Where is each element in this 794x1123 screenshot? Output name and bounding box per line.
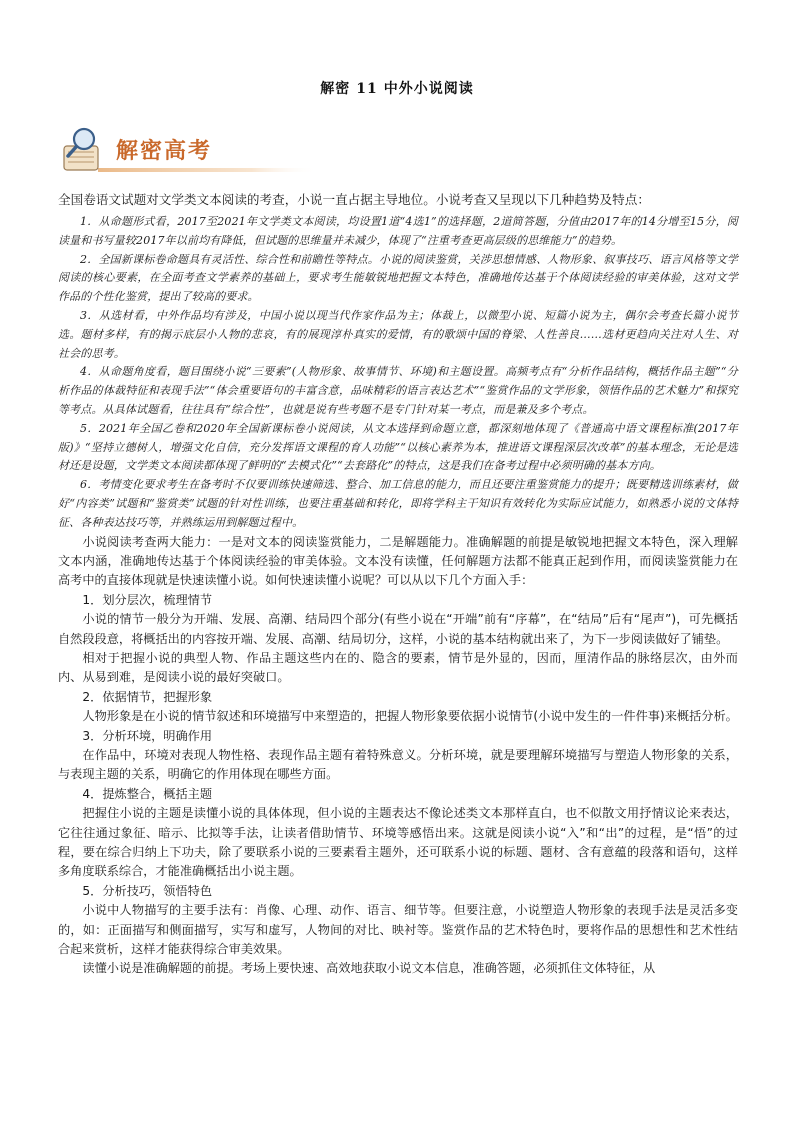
section-paragraph: 人物形象是在小说的情节叙述和环境描写中来塑造的，把握人物形象要依据小说情节(小说中发生的一件件事)来概括分析。 — [82, 709, 738, 724]
section-paragraph: 相对于把握小说的典型人物、作品主题这些内在的、隐含的要素，情节是外显的，因而，厘清作品的脉络层次，由外而内、从易到难，是阅读小说的最好突破口。 — [58, 650, 738, 685]
trend-item: 4．从命题角度看，题目围绕小说“三要素”(人物形象、故事情节、环境)和主题设置。高频考点有“分析作品结构，概括作品主题”“分析作品的体裁特征和表现手法”“体会重要语句的丰富含意，品味精彩的语言表达艺术”“鉴赏作品的文学形象，领悟作品的艺术魅力”和探究等考点。从具体试题看，往往具有“综合性”，也就是说有些考题不是专门针对某一考点，而是兼及多个考点。 — [58, 365, 738, 416]
page-title — [0, 78, 794, 98]
trend-item: 6．考情变化要求考生在备考时不仅要训练快速筛选、整合、加工信息的能力，而且还要注重鉴赏能力的提升；既要精选训练素材，做好“内容类”试题和“鉴赏类”试题的针对性训练，也要注重基础和转化，即将学科主干知识有效转化为实际应试能力，如熟悉小说的文体特征、各种表达技巧等，并熟练运用到解题过程中。 — [58, 478, 738, 529]
trend-item: 5．2021年全国乙卷和2020年全国新课标卷小说阅读，从文本选择到命题立意，都深刻地体现了《普通高中语文课程标准(2017年版)》“坚持立德树人，增强文化自信，充分发挥语文课程的育人功能”“以核心素养为本，推进语文课程深层次改革”的基本理念，无论是选材还是设题，文学类文本阅读都体现了鲜明的“去模式化”“去套路化”的特点，这是我们在备考过程中必须明确的基本方向。 — [58, 421, 738, 473]
section-heading: 5．分析技巧，领悟特色 — [82, 883, 213, 898]
section-heading: 2．依据情节，把握形象 — [82, 689, 213, 704]
article-content — [58, 190, 738, 979]
intro-paragraph: 全国卷语文试题对文学类文本阅读的考查，小说一直占据主导地位。小说考查又呈现以下几种趋势及特点： — [58, 192, 650, 207]
section-heading: 1．划分层次，梳理情节 — [82, 592, 213, 607]
section-paragraph: 读懂小说是准确解题的前提。考场上要快速、高效地获取小说文本信息，准确答题，必须抓住文体特征，从 — [82, 961, 656, 976]
section-paragraph: 在作品中，环境对表现人物性格、表现作品主题有着特殊意义。分析环境，就是要理解环境描写与塑造人物形象的关系，与表现主题的关系，明确它的作用体现在哪些方面。 — [58, 748, 738, 782]
title-prefix: 解密 — [320, 81, 351, 97]
title-topic: 中外小说阅读 — [383, 81, 474, 97]
trend-item: 2．全国新课标卷命题具有灵活性、综合性和前瞻性等特点。小说的阅读鉴赏，关涉思想情感、人物形象、叙事技巧、语言风格等文学阅读的核心要素，在全面考查文学素养的基础上，要求考生能敏锐地把握文本特色，准确地传达基于个体阅读经验的审美体验，这对文学作品的个性化鉴赏，提出了较高的要求。 — [58, 252, 738, 304]
section-heading: 3．分析环境，明确作用 — [82, 728, 213, 743]
banner-heading: 解密高考 — [116, 139, 213, 164]
section-paragraph: 小说中人物描写的主要手法有：肖像、心理、动作、语言、细节等。但要注意，小说塑造人物形象的表现手法是灵活多变的，如：正面描写和侧面描写，实写和虚写，人物间的对比、映衬等。鉴赏作品的艺术特色时，要将作品的思想性和艺术性结合起来赏析，这样才能获得综合审美效果。 — [58, 903, 738, 957]
trend-item: 1．从命题形式看，2017至2021年文学类文本阅读，均设置1道“4选1”的选择题，2道简答题，分值由2017年的14分增至15分，阅读量和书写量较2017年以前均有降低，但试题的思维量并未减少，体现了“注重考查更高层级的思维能力”的趋势。 — [58, 215, 738, 247]
section-heading: 4．提炼整合，概括主题 — [82, 786, 213, 801]
section-paragraph: 把握住小说的主题是读懂小说的具体体现，但小说的主题表达不像论述类文本那样直白，也不似散文用抒情议论来表达，它往往通过象征、暗示、比拟等手法，让读者借助情节、环境等感悟出来。这就是阅读小说“入”和“出”的过程，是“悟”的过程，要在综合归纳上下功夫，除了要联系小说的三要素看主题外，还可联系小说的标题、题材、含有意蕴的段落和语句，这样多角度联系综合，才能准确概括出小说主题。 — [58, 806, 738, 879]
title-number: 11 — [356, 81, 378, 97]
trend-item: 3．从选材看，中外作品均有涉及，中国小说以现当代作家作品为主；体裁上，以微型小说、短篇小说为主，偶尔会考查长篇小说节选。题材多样，有的揭示底层小人物的悲哀，有的展现淳朴真实的爱情，有的歌颂中国的脊梁、人性善良……选材更趋向关注对人生、对社会的思考。 — [58, 308, 738, 360]
section-paragraph: 小说的情节一般分为开端、发展、高潮、结局四个部分(有些小说在“开端”前有“序幕”，在“结局”后有“尾声”)，可先概括自然段段意，将概括出的内容按开端、发展、高潮、结局切分，这样，小说的基本结构就出来了，为下一步阅读做好了铺垫。 — [58, 612, 738, 646]
ability-paragraph: 小说阅读考查两大能力：一是对文本的阅读鉴赏能力，二是解题能力。准确解题的前提是敏锐地把握文本特色，深入理解文本内涵，准确地传达基于个体阅读经验的审美体验。文本没有读懂，任何解题方法都不能真正起到作用，而阅读鉴赏能力在高考中的直接体现就是快速读懂小说。如何快速读懂小说呢？可以从以下几个方面入手： — [58, 534, 738, 588]
